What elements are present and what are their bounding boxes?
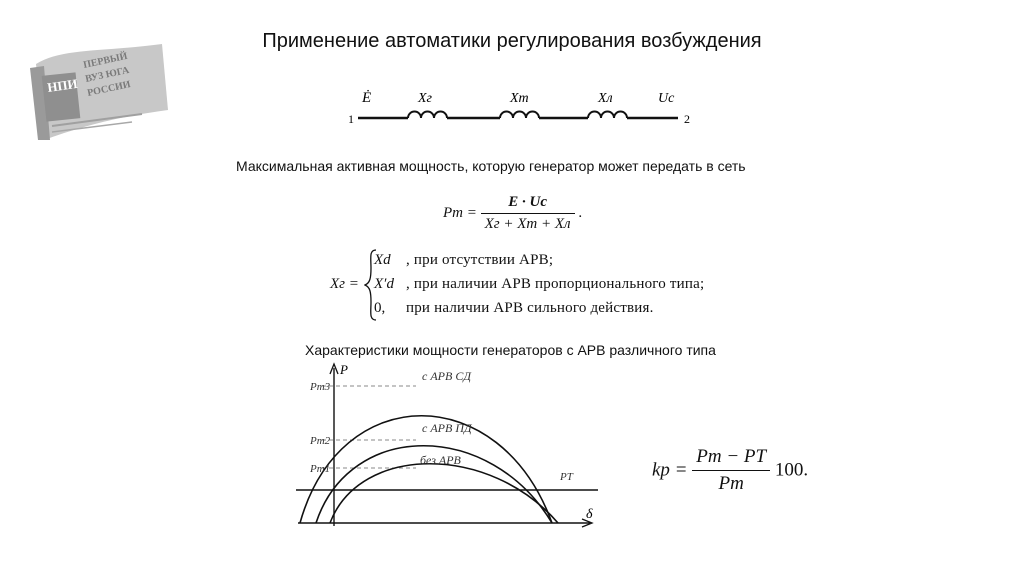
turbine-label: PT [560,471,573,483]
formula-pm-numerator: E · Uc [481,194,575,214]
svg-text:ПЕРВЫЙ: ПЕРВЫЙ [82,50,129,71]
formula-xg-lhs: Xг = [330,276,359,292]
max-power-text: Максимальная активная мощность, которую генератор может передать в сеть [236,158,746,174]
y-axis-label: P [340,362,348,377]
svg-text:РОССИИ: РОССИИ [86,79,132,99]
series-label-none: без АРВ [420,453,461,467]
curve-none [330,464,558,523]
svg-text:НПИ: НПИ [46,75,79,95]
formula-pm [443,194,582,233]
formula-pm-lhs: Pm = [443,205,477,221]
node-right-label: 2 [684,112,690,126]
voltage-label: Uc [658,91,675,106]
x-axis-label: δ [586,507,593,522]
case-row [374,248,704,272]
university-logo [22,40,172,140]
formula-kp-denominator: Pm [718,473,744,494]
circuit-diagram [340,82,700,134]
inductor-xl [588,112,627,119]
y-tick-pm2: Pm2 [310,435,331,447]
formula-kp-lhs: kp = [652,459,688,481]
formula-pm-end: . [578,205,583,221]
case-value: Xd [374,252,391,268]
power-chart [290,360,610,530]
reactance-label-l: Xл [598,91,613,106]
formula-kp [652,446,808,495]
case-row [374,296,704,320]
formula-kp-factor: 100. [774,459,809,481]
emf-label: Ė [362,90,372,106]
case-text: при наличии АРВ сильного действия. [406,300,654,316]
series-label-sd: с АРВ СД [422,369,471,383]
formula-kp-numerator: Pm − PT [692,446,770,471]
series-label-pd: с АРВ ПД [422,421,472,435]
formula-pm-denominator: Xг + Xт + Xл [484,216,571,232]
reactance-label-g: Xг [418,91,433,106]
chart-caption: Характеристики мощности генераторов с АРВ различного типа [305,342,716,358]
svg-text:ВУЗ ЮГА: ВУЗ ЮГА [84,64,131,85]
formula-xg [330,248,730,328]
reactance-label-t: Xт [510,91,529,106]
case-row [374,272,704,296]
case-value: 0, [374,300,386,316]
y-tick-pm3: Pm3 [310,381,331,393]
inductor-xt [500,112,539,119]
case-text: , при отсутствии АРВ; [406,252,554,268]
case-text: , при наличии АРВ пропорционального типа; [406,276,705,292]
page-title: Применение автоматики регулирования возбуждения [262,30,762,52]
y-tick-pm1: Pm1 [310,463,331,475]
case-value: X′d [374,276,394,292]
node-left-label: 1 [348,112,354,126]
inductor-xg [408,112,447,119]
